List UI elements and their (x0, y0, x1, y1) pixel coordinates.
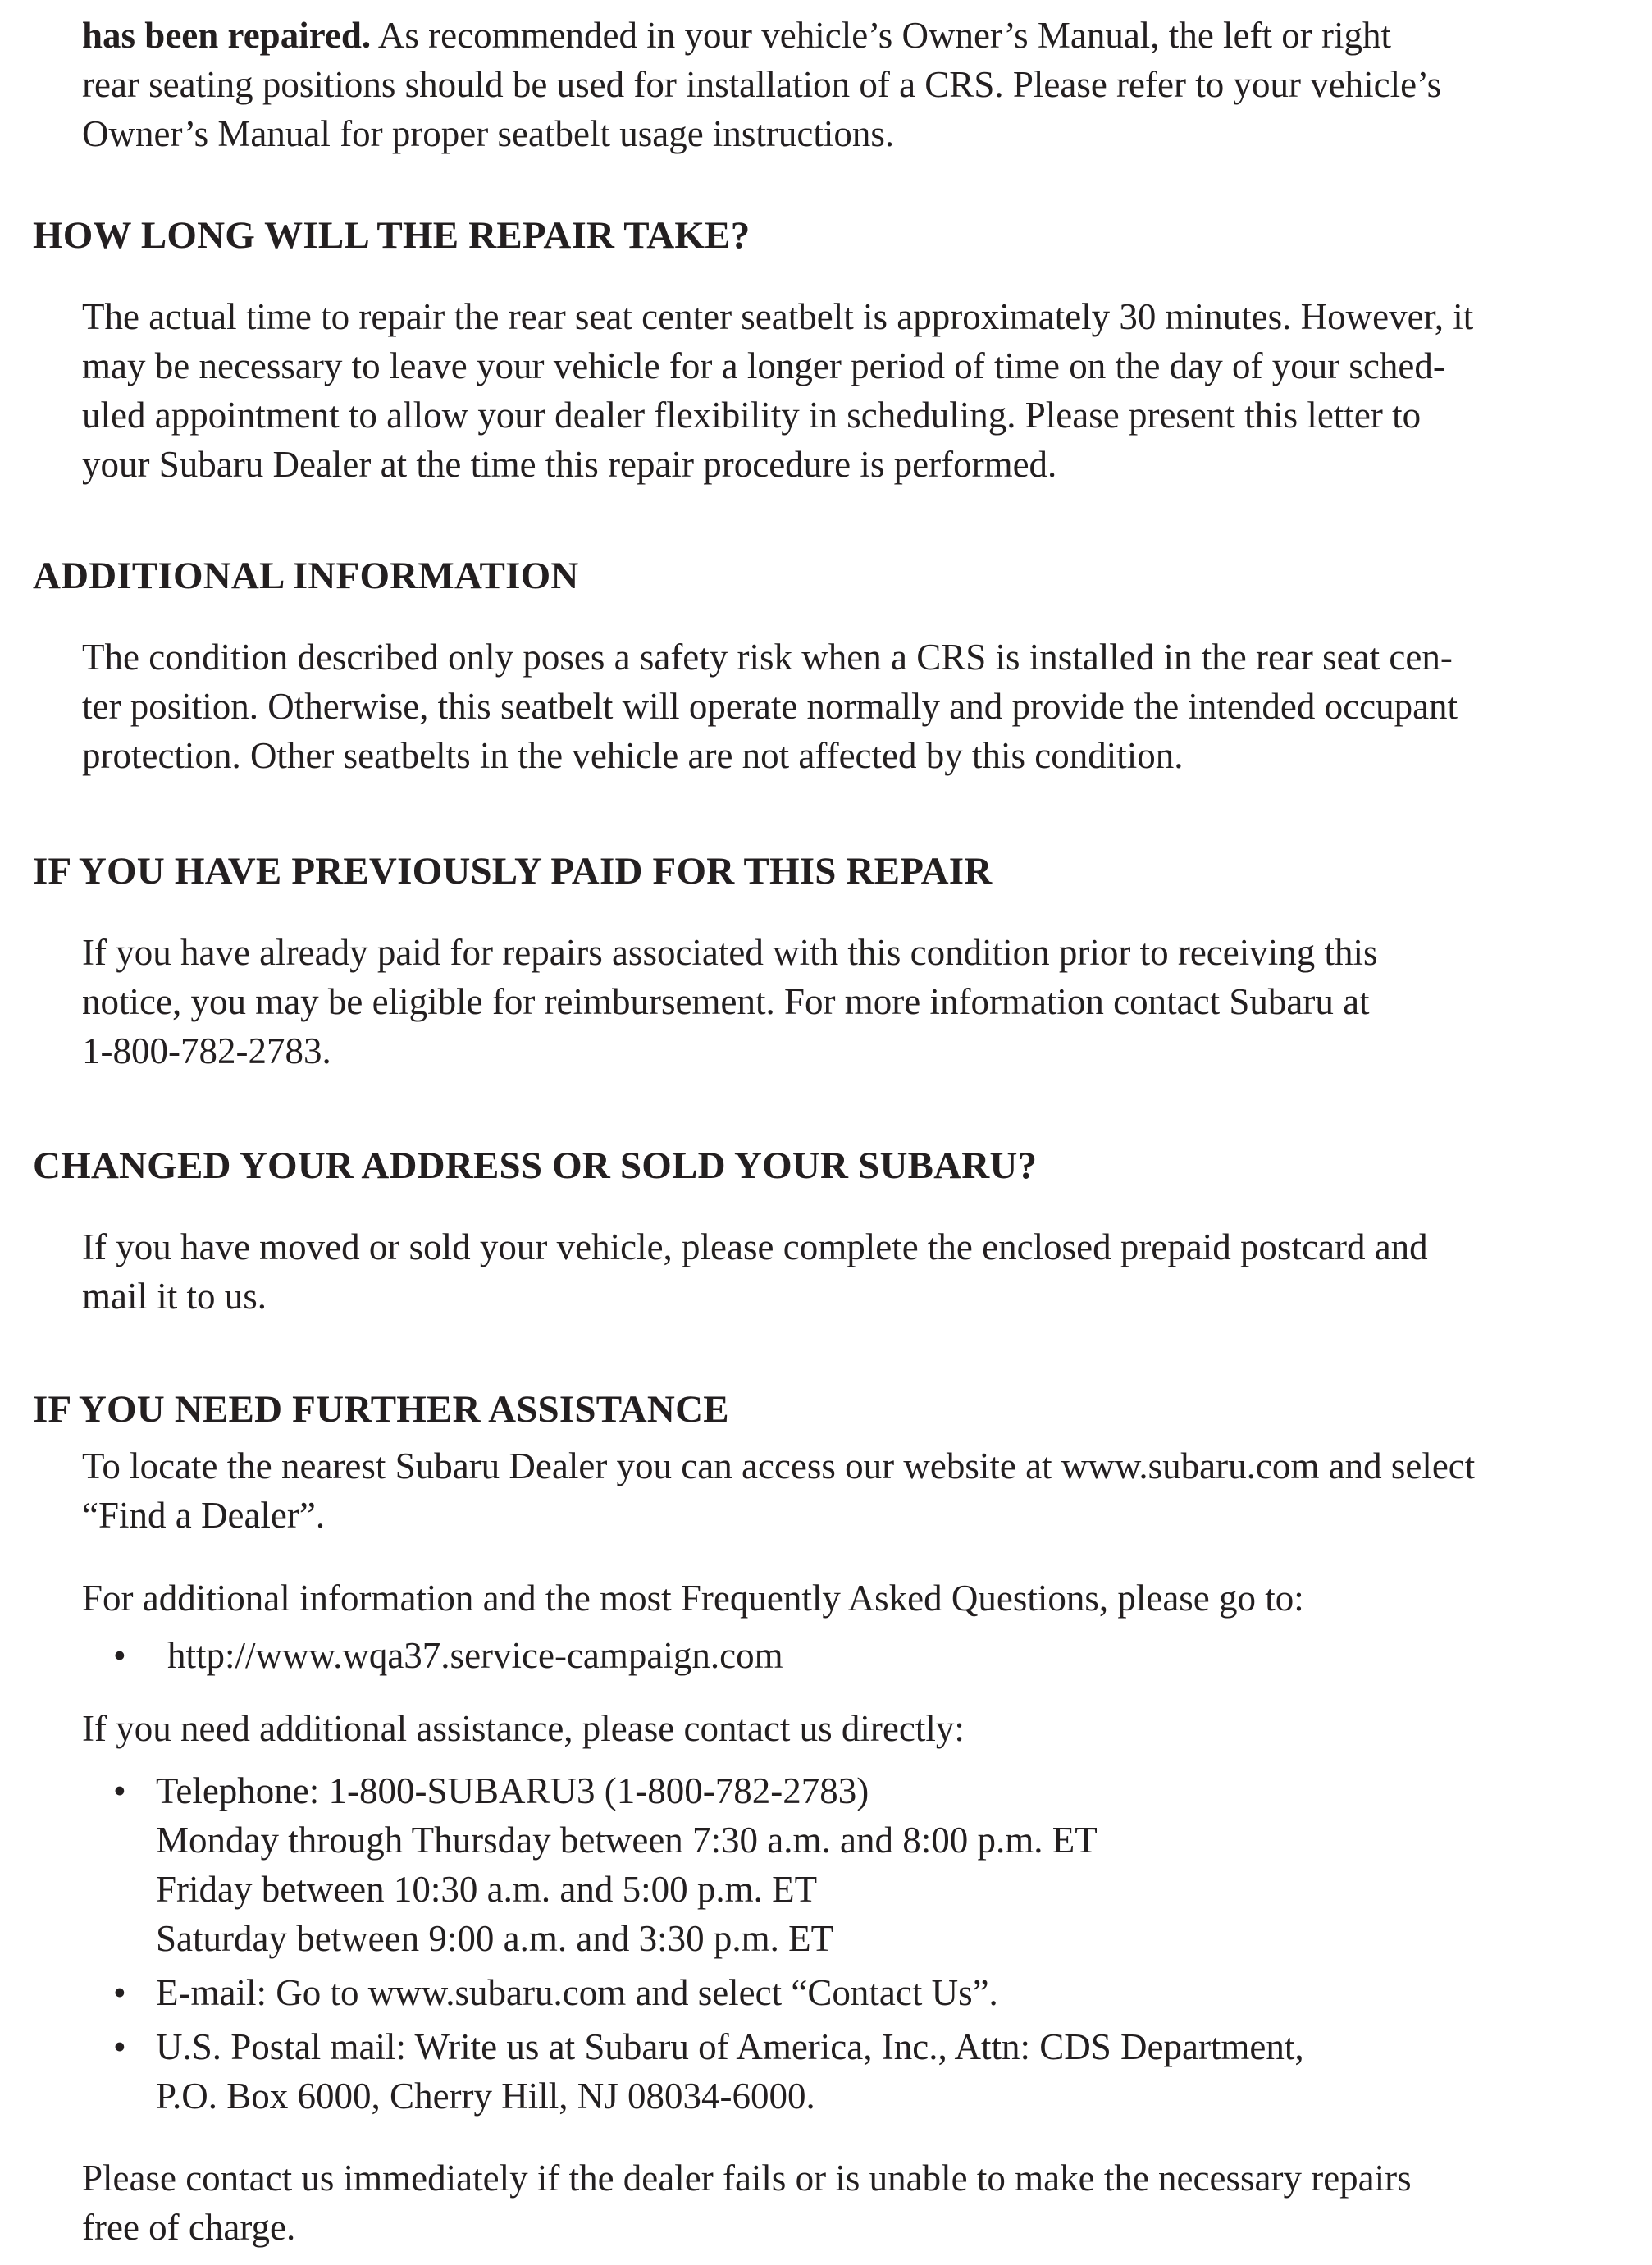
faq-url-link[interactable]: http://www.wqa37.service-campaign.com (167, 1635, 783, 1676)
intro-bold-lead: has been repaired. (82, 15, 372, 56)
paragraph-previously-paid: If you have already paid for repairs associated with this condition prior to receiving this notice, you may be eligible for reimbursement. For more information contact Subaru at 1-800-782-2783. (82, 932, 1378, 1071)
faq-url-item (82, 1631, 1641, 1680)
bullet-icon: • (113, 1770, 126, 1811)
heading-previously-paid: IF YOU HAVE PREVIOUSLY PAID FOR THIS REPAIR (33, 850, 993, 893)
heading-additional-information: ADDITIONAL INFORMATION (33, 555, 579, 597)
contact-intro: If you need additional assistance, please contact us directly: (82, 1708, 965, 1749)
contact-item-postal (82, 2022, 1641, 2121)
paragraph-address-change: If you have moved or sold your vehicle, please complete the enclosed prepaid postcard and mail it to us. (82, 1226, 1428, 1317)
contact-postal-text: U.S. Postal mail: Write us at Subaru of America, Inc., Attn: CDS Department, P.O. Box 6000, Cherry Hill, NJ 08034-6000. (156, 2026, 1304, 2117)
intro-paragraph (82, 11, 1641, 158)
paragraph-locate-dealer: To locate the nearest Subaru Dealer you can access our website at www.subaru.com and select “Find a Dealer”. (82, 1445, 1476, 1536)
heading-further-assistance: IF YOU NEED FURTHER ASSISTANCE (33, 1388, 729, 1431)
bullet-icon: • (113, 1635, 126, 1676)
heading-address-change: CHANGED YOUR ADDRESS OR SOLD YOUR SUBARU? (33, 1144, 1038, 1187)
bullet-icon: • (113, 2026, 126, 2067)
contact-item-telephone (82, 1766, 1641, 1963)
faq-intro: For additional information and the most Frequently Asked Questions, please go to: (82, 1578, 1304, 1619)
paragraph-repair-time: The actual time to repair the rear seat center seatbelt is approximately 30 minutes. However, it may be necessary to leave your vehicle for a longer period of time on the day of your sched- uled appointment to allow your dealer flexibility in scheduling. Please present this letter to your Subaru Dealer at the time this repair procedure is performed. (82, 296, 1474, 485)
contact-email-text: E-mail: Go to www.subaru.com and select “Contact Us”. (156, 1972, 998, 2013)
heading-repair-time: HOW LONG WILL THE REPAIR TAKE? (33, 214, 751, 257)
contact-item-email (82, 1968, 1641, 2017)
contact-telephone-text: Telephone: 1-800-SUBARU3 (1-800-782-2783) Monday through Thursday between 7:30 a.m. and 8:00 p.m. ET Friday between 10:30 a.m. and 5:00 p.m. ET Saturday between 9:00 a.m. and 3:30 p.m. ET (156, 1770, 1098, 1959)
intro-text: As recommended in your vehicle’s Owner’s Manual, the left or right rear seating positions should be used for installation of a CRS. Please refer to your vehicle’s Owner’s Manual for proper seatbelt usage instructions. (82, 15, 1442, 154)
paragraph-additional-information: The condition described only poses a safety risk when a CRS is installed in the rear seat cen- ter position. Otherwise, this seatbelt will operate normally and provide the intended occupant protection. Other seatbelts in the vehicle are not affected by this condition. (82, 637, 1458, 776)
closing-paragraph: Please contact us immediately if the dealer fails or is unable to make the necessary repairs free of charge. (82, 2158, 1412, 2248)
bullet-icon: • (113, 1972, 126, 2013)
